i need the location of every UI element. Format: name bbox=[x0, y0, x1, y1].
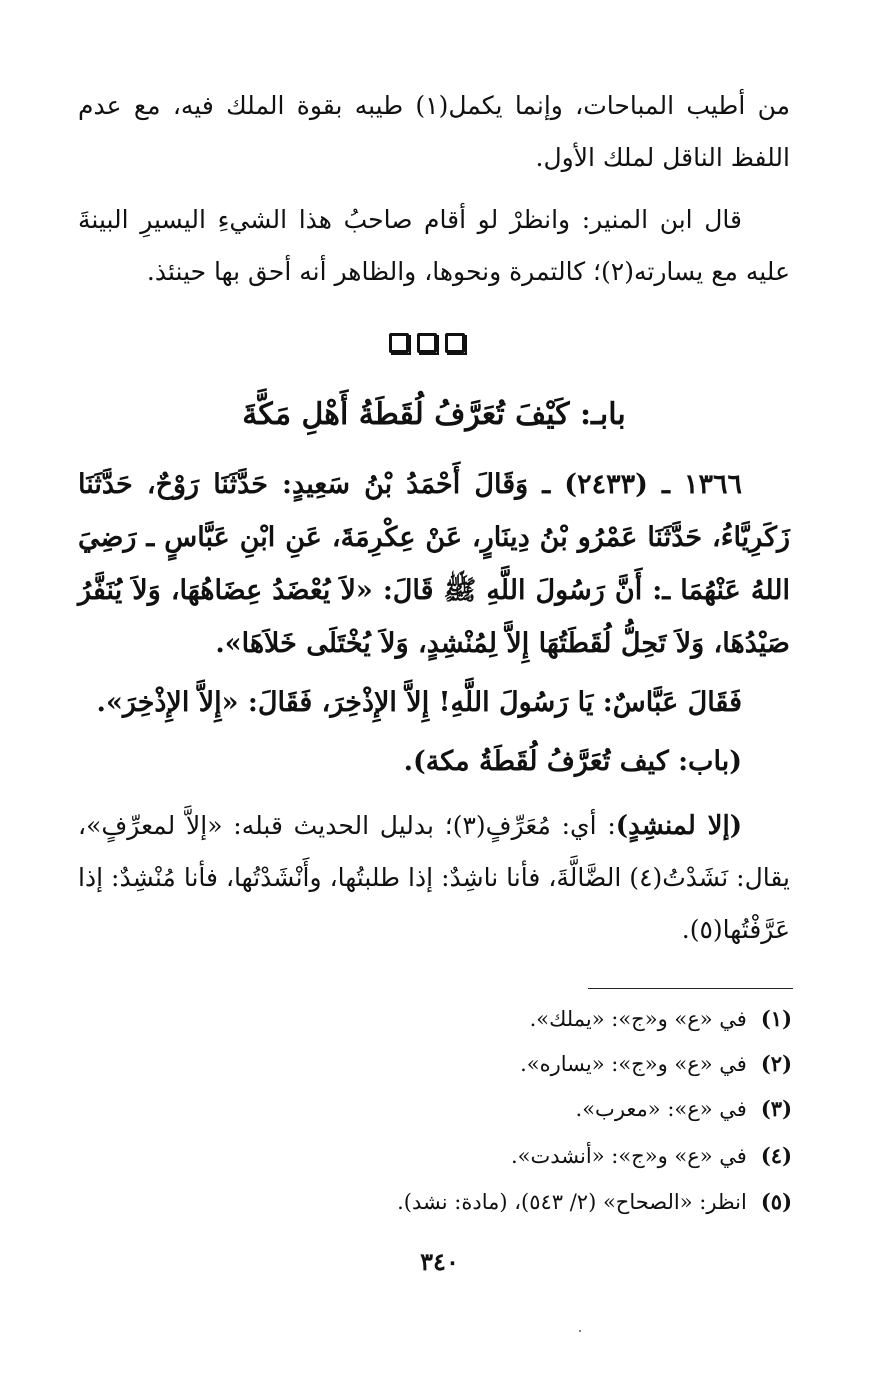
separator-square-icon bbox=[445, 333, 465, 353]
footnote-4 bbox=[92, 1139, 792, 1173]
footnote-text: في «ع» و«ج»: «أنشدت». bbox=[511, 1144, 747, 1168]
hadith-block bbox=[78, 458, 790, 788]
footnote-5 bbox=[92, 1185, 792, 1219]
section-separator bbox=[389, 333, 481, 359]
footnote-text: انظر: «الصحاح» (٢/ ٥٤٣)، (مادة: نشد). bbox=[397, 1190, 747, 1214]
commentary-block bbox=[78, 800, 790, 956]
hadith-abbas: فَقَالَ عَبَّاسٌ: يَا رَسُولَ اللَّهِ! إِلاَّ الإِذْخِرَ، فَقَالَ: «إِلاَّ الإِذْخِرَ». bbox=[96, 687, 742, 718]
separator-square-icon bbox=[417, 333, 437, 353]
paragraph-ibn-munir: قال ابن المنير: وانظرْ لو أقام صاحبُ هذا الشيءِ اليسيرِ البينةَ عليه مع يسارته(٢)؛ كالتمرة ونحوها، والظاهر أنه أحق بها حينئذ. bbox=[78, 205, 790, 286]
footnote-text: في «ع» و«ج»: «يساره». bbox=[520, 1052, 747, 1076]
paragraph-continuation: من أطيب المباحات، وإنما يكمل(١) طيبه بقوة الملك فيه، مع عدم اللفظ الناقل لملك الأول. bbox=[78, 91, 791, 172]
footnote-number: (٢) bbox=[760, 1051, 792, 1076]
footnote-number: (٤) bbox=[760, 1143, 792, 1168]
footnote-text: في «ع» و«ج»: «يملك». bbox=[529, 1007, 747, 1031]
hadith-bab-line: (باب: كيف تُعَرَّفُ لُقَطَةُ مكة). bbox=[403, 746, 742, 777]
separator-square-icon bbox=[389, 333, 409, 353]
commentary-text: : أي: مُعَرِّفٍ(٣)؛ بدليل الحديث قبله: «إلاَّ لمعرِّفٍ»، يقال: نَشَدْتُ(٤) الضَّالَّةَ، فأنا ناشِدٌ: إذا طلبتُها، وأَنْشَدْتُها، فأنا مُنْشِدٌ: إذا عَرَّفْتُها(٥). bbox=[78, 811, 790, 944]
footnote-3 bbox=[92, 1092, 792, 1126]
footnote-text: في «ع»: «معرب». bbox=[575, 1097, 747, 1121]
commentary-lead: (إلا لمنشِدٍ) bbox=[615, 811, 742, 841]
footnote-number: (٣) bbox=[760, 1096, 792, 1121]
footnote-2 bbox=[92, 1047, 792, 1081]
footnote-number: (٥) bbox=[760, 1189, 792, 1214]
scan-speck bbox=[579, 1330, 581, 1332]
chapter-heading: بابـ: كَيْفَ تُعَرَّفُ لُقَطَةُ أَهْلِ مَكَّةَ bbox=[242, 397, 626, 432]
commentary-paragraph bbox=[78, 800, 790, 956]
page-number: ٣٤٠ bbox=[420, 1247, 459, 1276]
hadith-text: ١٣٦٦ ـ (٢٤٣٣) ـ وَقَالَ أَحْمَدُ بْنُ سَعِيدٍ: حَدَّثَنَا رَوْحٌ، حَدَّثَنَا زَكَرِيَّاءُ، حَدَّثَنَا عَمْرُو بْنُ دِينَارٍ، عَنْ عِكْرِمَةَ، عَنِ ابْنِ عَبَّاسٍ ـ رَضِيَ اللهُ عَنْهُمَا ـ: أَنَّ رَسُولَ اللَّهِ ﷺ قَالَ: «لاَ يُعْضَدُ عِضَاهُهَا، وَلاَ يُنَفَّرُ صَيْدُهَا، وَلاَ تَحِلُّ لُقَطَتُهَا إِلاَّ لِمُنْشِدٍ، وَلاَ يُخْتَلَى خَلاَهَا». bbox=[78, 469, 790, 659]
top-text-block bbox=[78, 80, 790, 298]
footnote-1 bbox=[92, 1002, 792, 1036]
footnote-number: (١) bbox=[760, 1006, 792, 1031]
footnote-separator bbox=[588, 988, 793, 989]
